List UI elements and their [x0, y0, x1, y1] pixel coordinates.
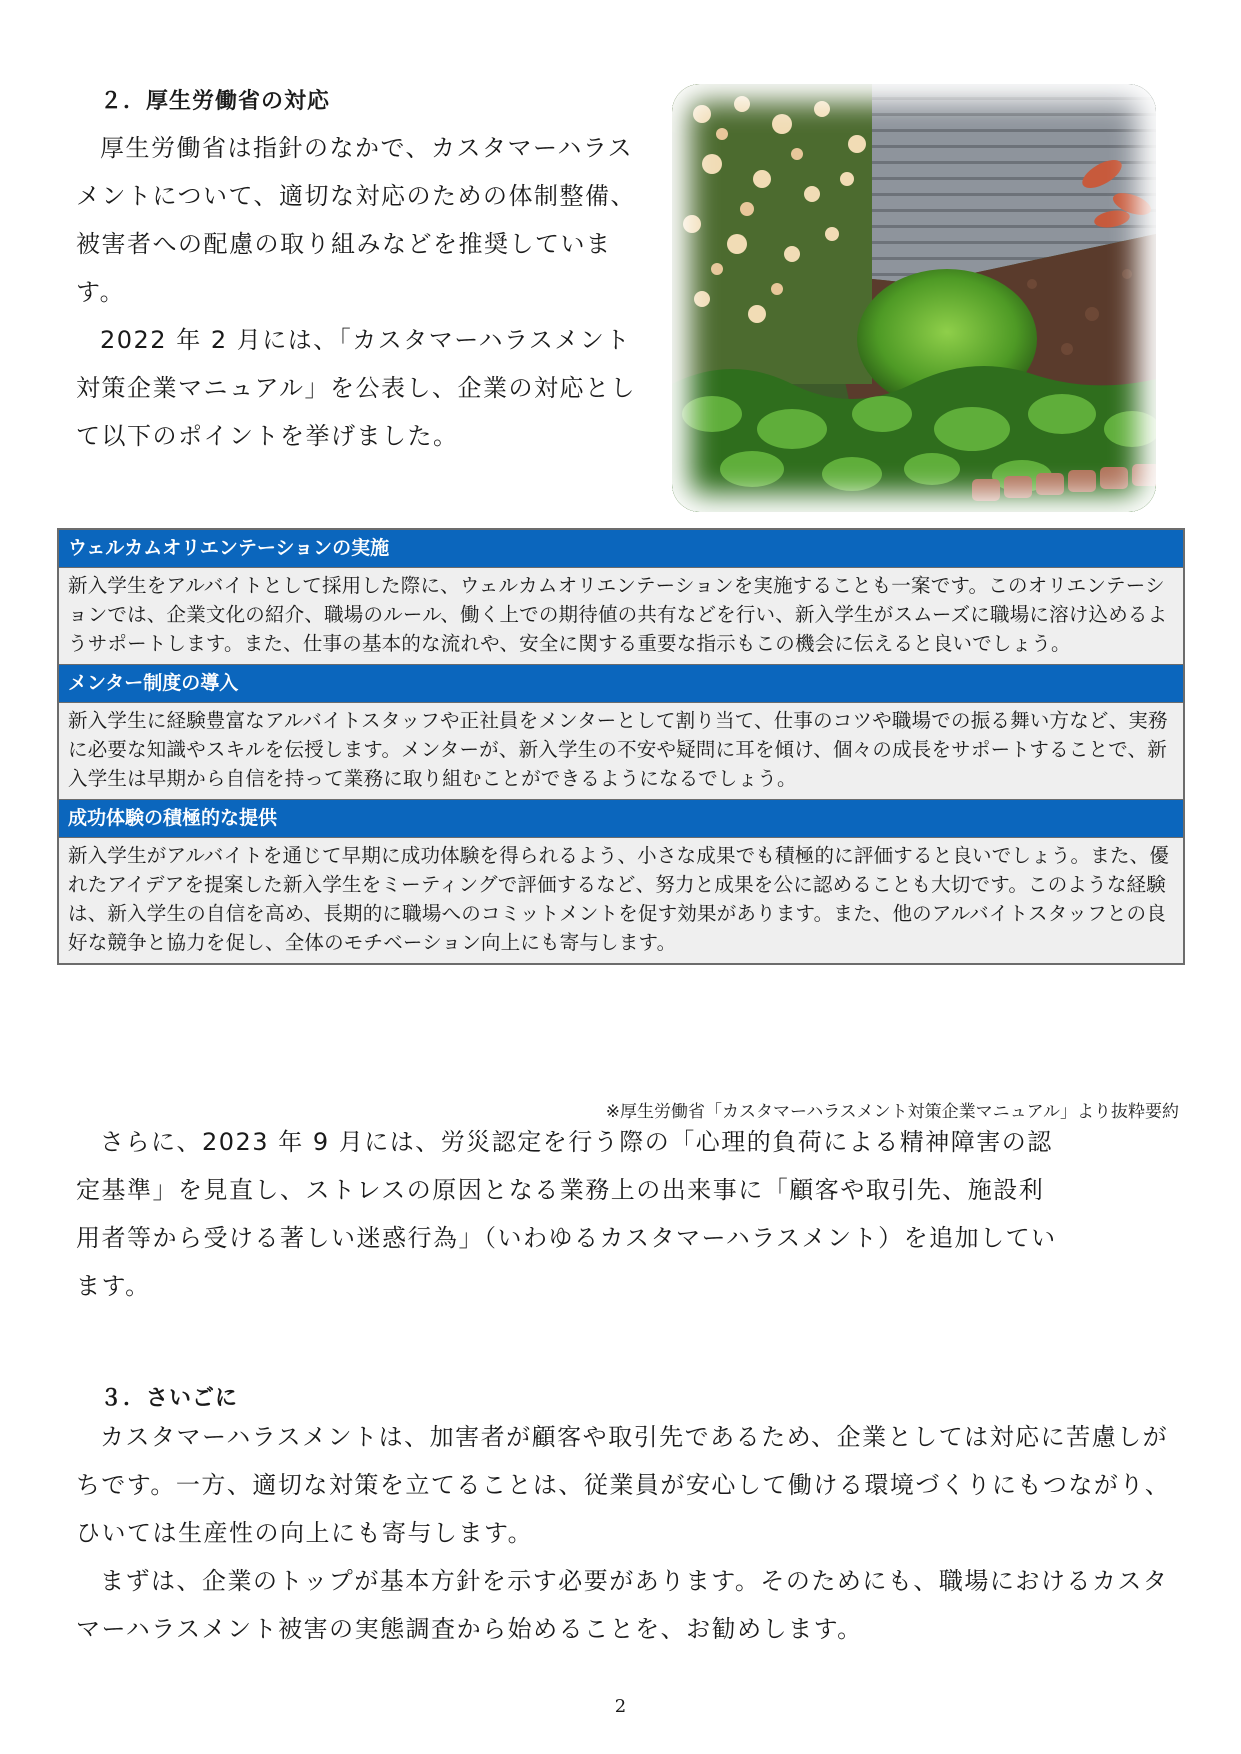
point-item-orientation: [59, 530, 1183, 665]
paragraph: まずは、企業のトップが基本方針を示す必要があります。そのためにも、職場におけるカスタマーハラスメント被害の実態調査から始めることを、お勧めします。: [76, 1567, 1169, 1643]
labor-accident-paragraph: [76, 1118, 1066, 1310]
page-number: 2: [614, 1696, 627, 1717]
section-2-heading: ２．厚生労働省の対応: [100, 89, 331, 114]
point-title: メンター制度の導入: [59, 665, 1183, 703]
section-3-body: [76, 1413, 1176, 1653]
paragraph: カスタマーハラスメントは、加害者が顧客や取引先であるため、企業としては対応に苦慮しがちです。一方、適切な対策を立てることは、従業員が安心して働ける環境づくりにもつながり、ひいては生産性の向上にも寄与します。: [76, 1423, 1171, 1547]
section-2-body: [76, 124, 648, 460]
section-3-heading: ３．さいごに: [100, 1386, 239, 1411]
point-description: 新入学生をアルバイトとして採用した際に、ウェルカムオリエンテーションを実施することも一案です。このオリエンテーションでは、企業文化の紹介、職場のルール、働く上での期待値の共有などを行い、新入学生がスムーズに職場に溶け込めるようサポートします。また、仕事の基本的な流れや、安全に関する重要な指示もこの機会に伝えると良いでしょう。: [59, 568, 1183, 665]
points-table: [57, 528, 1185, 965]
paragraph: 2022 年 2 月には、「カスタマーハラスメント対策企業マニュアル」を公表し、企業の対応として以下のポイントを挙げました。: [76, 326, 637, 450]
paragraph: 厚生労働省は指針のなかで、カスタマーハラスメントについて、適切な対応のための体制整備、被害者への配慮の取り組みなどを推奨しています。: [76, 134, 637, 306]
point-title: 成功体験の積極的な提供: [59, 800, 1183, 838]
point-description: 新入学生に経験豊富なアルバイトスタッフや正社員をメンターとして割り当て、仕事のコツや職場での振る舞い方など、実務に必要な知識やスキルを伝授します。メンターが、新入学生の不安や疑問に耳を傾け、個々の成長をサポートすることで、新入学生は早期から自信を持って業務に取り組むことができるようになるでしょう。: [59, 703, 1183, 800]
point-item-mentor: [59, 665, 1183, 800]
point-description: 新入学生がアルバイトを通じて早期に成功体験を得られるよう、小さな成果でも積極的に評価すると良いでしょう。また、優れたアイデアを提案した新入学生をミーティングで評価するなど、努力と成果を公に認めることも大切です。このような経験は、新入学生の自信を高め、長期的に職場へのコミットメントを促す効果があります。また、他のアルバイトスタッフとの良好な競争と協力を促し、全体のモチベーション向上にも寄与します。: [68, 844, 1170, 954]
source-note: ※厚生労働省「カスタマーハラスメント対策企業マニュアル」より抜粋要約: [605, 1102, 1179, 1122]
garden-photo: [672, 84, 1156, 512]
paragraph: さらに、2023 年 9 月には、労災認定を行う際の「心理的負荷による精神障害の認定基準」を見直し、ストレスの原因となる業務上の出来事に「顧客や取引先、施設利用者等から受ける著しい迷惑行為」（いわゆるカスタマーハラスメント）を追加しています。: [76, 1128, 1057, 1300]
point-title: ウェルカムオリエンテーションの実施: [59, 530, 1183, 568]
point-item-success: [59, 800, 1183, 963]
